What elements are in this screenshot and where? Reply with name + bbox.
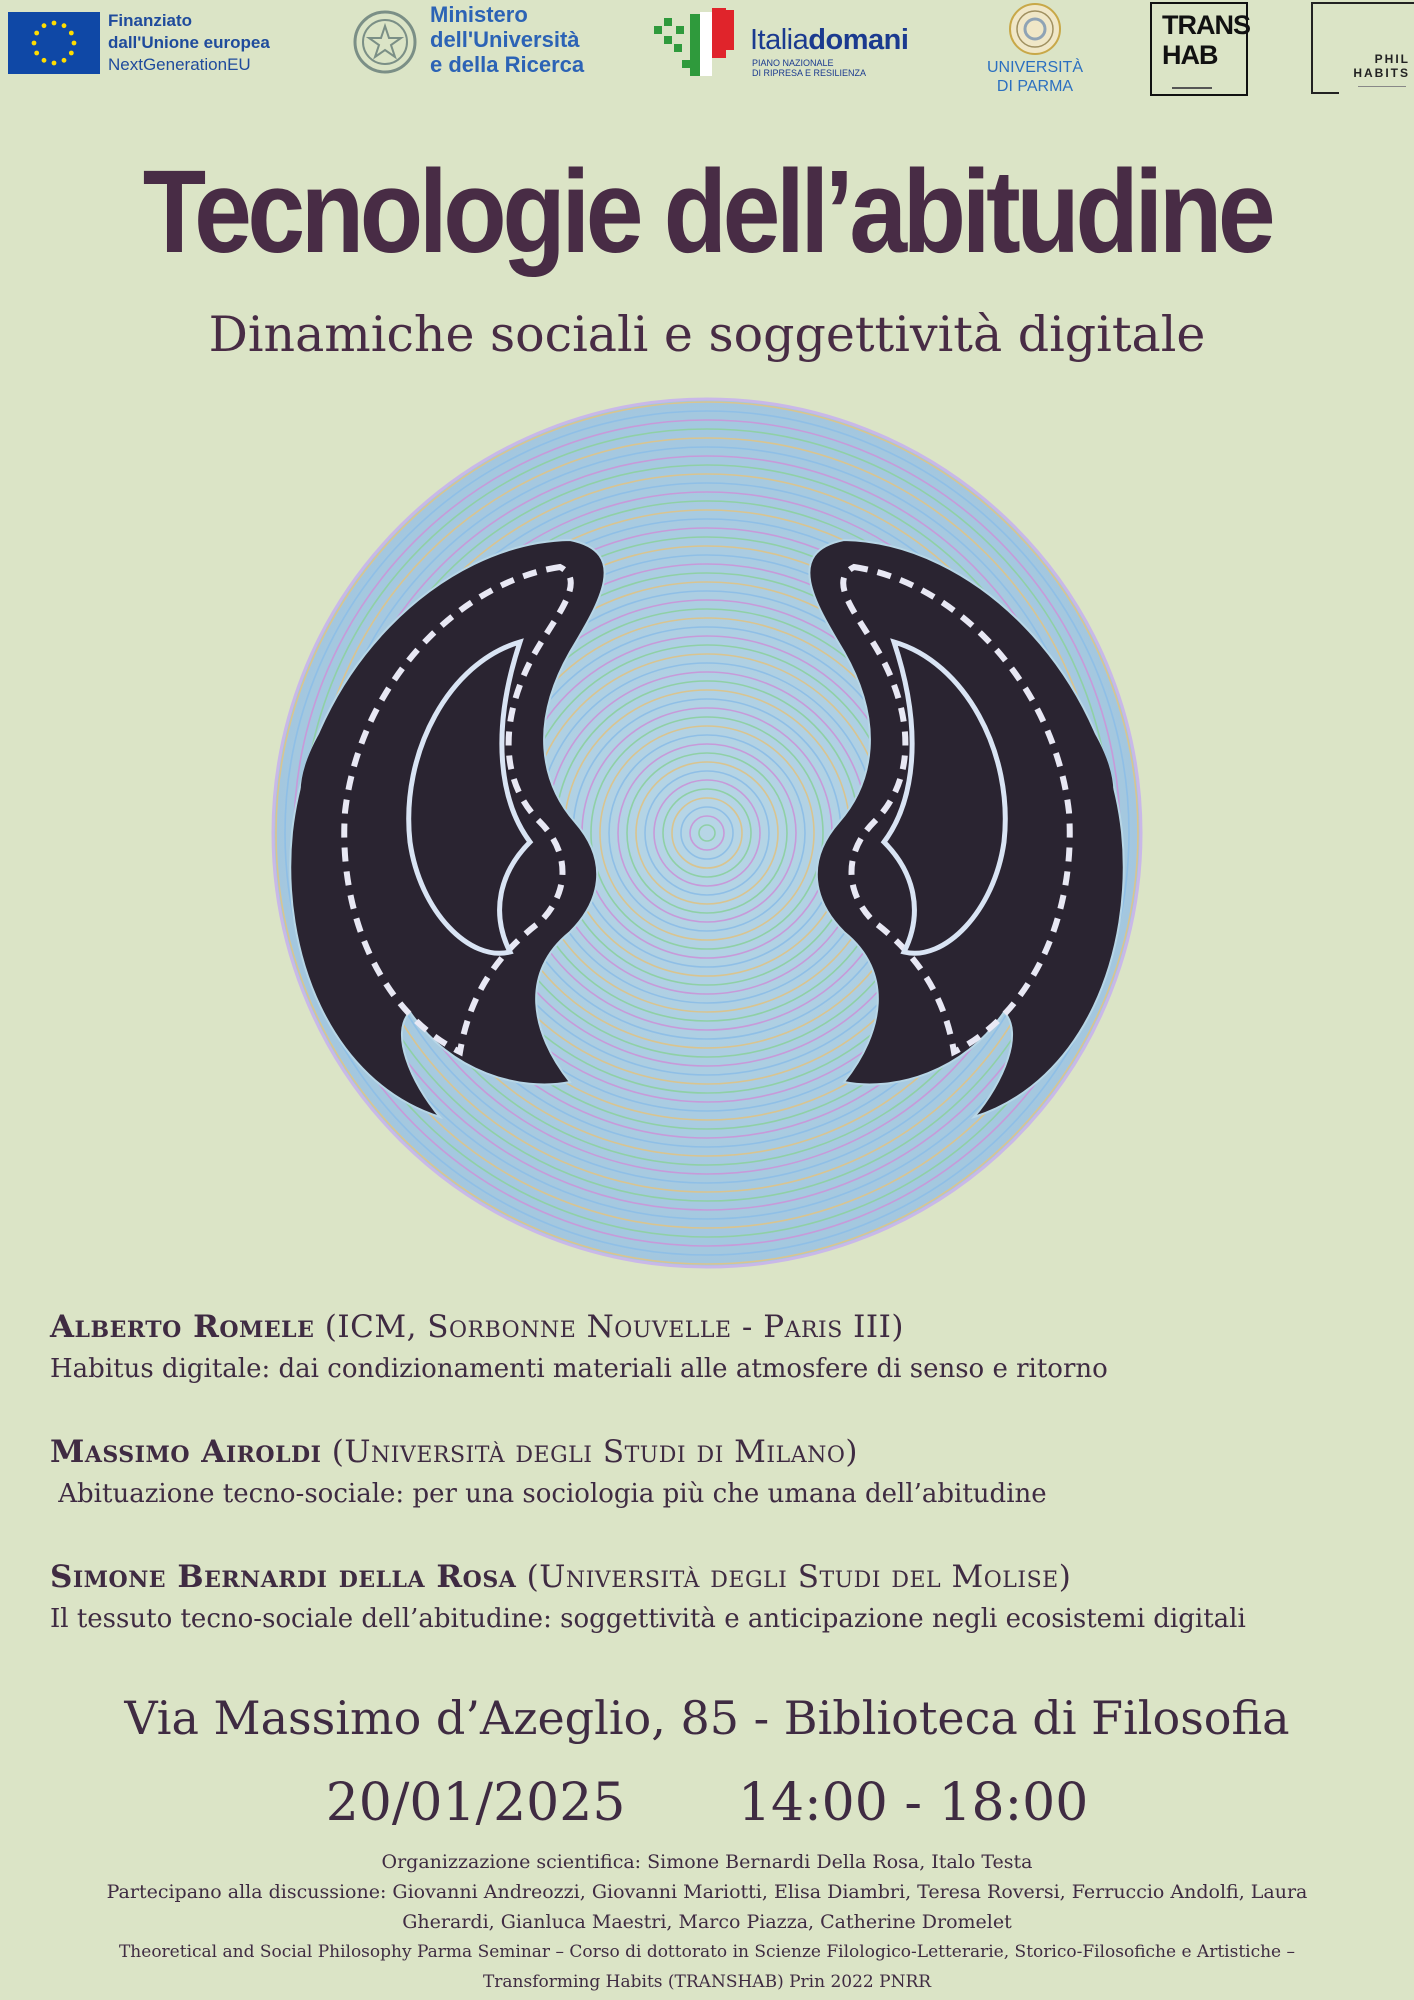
eu-star-icon — [62, 23, 67, 28]
talk-title: Habitus digitale: dai condizionamenti materiali alle atmosfere di senso e ritorno — [50, 1354, 1108, 1384]
transhab-line-2: HAB — [1162, 40, 1218, 70]
speaker-affiliation: (Università degli Studi del Molise) — [526, 1559, 1072, 1595]
philhabits-rule — [1358, 86, 1406, 87]
eu-funding-label — [108, 10, 270, 76]
mur-line-1: Ministero — [430, 2, 528, 27]
speaker-heading — [50, 1555, 1390, 1599]
participants-line-2: Gherardi, Gianluca Maestri, Marco Piazza, Catherine Dromelet — [402, 1911, 1012, 1933]
philhabits-corner — [1313, 92, 1339, 94]
italia-sub-1: PIANO NAZIONALE — [752, 58, 834, 68]
eu-line-3: NextGenerationEU — [108, 55, 251, 74]
philhabits-line-2: HABITS — [1353, 66, 1410, 80]
italia-domani-name — [750, 24, 908, 57]
eu-star-icon — [42, 23, 47, 28]
eu-line-2: dall'Unione europea — [108, 33, 270, 52]
venue-address: Via Massimo d’Azeglio, 85 - Biblioteca di Filosofia — [124, 1691, 1290, 1745]
university-seal-icon — [1008, 2, 1062, 56]
organization-line: Organizzazione scientifica: Simone Bernardi Della Rosa, Italo Testa — [381, 1851, 1033, 1873]
speaker-name: Alberto Romele — [50, 1309, 315, 1345]
seminar-line-2: Transforming Habits (TRANSHAB) Prin 2022 PNRR — [482, 1972, 932, 1992]
speaker-name: Simone Bernardi della Rosa — [50, 1559, 517, 1595]
unipr-line-1: UNIVERSITÀ — [986, 59, 1083, 76]
logo-bar — [0, 0, 1414, 100]
talk-title: Il tessuto tecno-sociale dell’abitudine: soggettività e anticipazione negli ecosistemi digitali — [50, 1604, 1246, 1634]
speaker-heading — [50, 1305, 1390, 1349]
event-date: 20/01/2025 — [325, 1773, 626, 1833]
page-title: Tecnologie dell’abitudine — [142, 146, 1272, 278]
italia-domani-subtitle — [752, 58, 866, 78]
philhabits-logo — [1311, 2, 1414, 94]
transhab-line-1: TRANS — [1162, 10, 1250, 40]
participants-line-1: Partecipano alla discussione: Giovanni Andreozzi, Giovanni Mariotti, Elisa Diambri, Teresa Roversi, Ferruccio Andolfi, Laura — [106, 1881, 1308, 1903]
eu-star-icon — [52, 21, 57, 26]
speaker-entry — [50, 1305, 1390, 1389]
transhab-logo — [1150, 2, 1248, 96]
philhabits-line-1: PHIL — [1374, 52, 1410, 66]
eu-star-icon — [32, 41, 37, 46]
italia-sub-2: DI RIPRESA E RESILIENZA — [752, 68, 867, 78]
speaker-entry — [50, 1430, 1390, 1514]
eu-star-icon — [34, 31, 39, 36]
mur-line-2: dell'Università — [430, 27, 580, 52]
speaker-entry — [50, 1555, 1390, 1639]
event-datetime — [0, 1772, 1414, 1834]
eu-line-1: Finanziato — [108, 11, 193, 30]
unipr-line-2: DI PARMA — [996, 78, 1074, 95]
italia-name-b: domani — [808, 24, 909, 56]
page-subtitle: Dinamiche sociali e soggettività digitale — [208, 306, 1206, 363]
speaker-affiliation: (Università degli Studi di Milano) — [331, 1434, 858, 1470]
eu-star-icon — [69, 31, 74, 36]
republic-seal-icon — [352, 6, 418, 80]
talk-title: Abituazione tecno-sociale: per una sociologia più che umana dell’abitudine — [50, 1479, 1047, 1509]
eu-star-icon — [69, 51, 74, 56]
eu-flag-icon — [8, 12, 100, 74]
mur-label — [430, 2, 584, 77]
eu-star-icon — [42, 58, 47, 63]
italia-name-a: Italia — [750, 24, 809, 56]
philhabits-label — [1353, 52, 1410, 80]
italia-domani-mark-icon — [652, 4, 742, 84]
concentric-circle-artwork-icon — [270, 392, 1144, 1274]
mur-line-3: e della Ricerca — [430, 52, 585, 77]
eu-star-icon — [52, 61, 57, 66]
speaker-heading — [50, 1430, 1390, 1474]
speakers-list — [50, 1305, 1390, 1680]
university-label — [962, 58, 1108, 96]
credits — [30, 1847, 1384, 1997]
transhab-underline — [1172, 87, 1212, 89]
seminar-line-1: Theoretical and Social Philosophy Parma Seminar – Corso di dottorato in Scienze Filologico-Letterarie, Storico-Filosofiche e Artistiche – — [118, 1942, 1296, 1962]
eu-star-icon — [34, 51, 39, 56]
speaker-name: Massimo Airoldi — [50, 1434, 322, 1470]
event-time: 14:00 - 18:00 — [737, 1773, 1089, 1833]
eu-star-icon — [62, 58, 67, 63]
speaker-affiliation: (ICM, Sorbonne Nouvelle - Paris III) — [324, 1309, 905, 1345]
eu-star-icon — [72, 41, 77, 46]
